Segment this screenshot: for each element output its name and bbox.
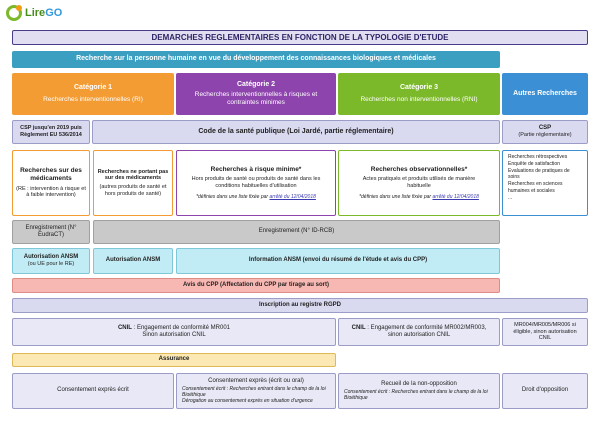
consent-express-box — [176, 373, 336, 409]
eudract-box: Enregistrement (N° EudraCT) — [12, 220, 90, 244]
category-3-name: Catégorie 3 — [399, 84, 439, 92]
scope-banner: Recherche sur la personne humaine en vue du développement des connaissances biologiques et médicales — [12, 51, 500, 68]
cnil-b-line1: CNIL : Engagement de conformité MR002/MR003, — [351, 324, 487, 331]
medicaments-box — [12, 150, 90, 216]
opposition-right-box: Droit d'opposition — [502, 373, 588, 409]
logo-text: LireGO — [25, 7, 63, 19]
cpp-box: Avis du CPP (Affectation du CPP par tirage au sort) — [12, 278, 500, 293]
idrcb-box: Enregistrement (N° ID-RCB) — [93, 220, 500, 244]
consent-written-box: Consentement exprès écrit — [12, 373, 174, 409]
minrisk-note-line — [196, 194, 316, 200]
non-opposition-note: Consentement écrit : Recherches entrant dans le champ de la loi Bioéthique — [344, 389, 488, 402]
category-2 — [176, 73, 336, 115]
category-1-desc: Recherches interventionnelles (RI) — [43, 95, 143, 103]
cnil-mr002-box — [338, 318, 500, 346]
category-1-name: Catégorie 1 — [73, 84, 113, 92]
csp-title: CSP — [538, 125, 552, 132]
liregp-logo — [6, 5, 62, 21]
category-other: Autres Recherches — [502, 73, 588, 115]
cnil-mr001-box — [12, 318, 336, 346]
other-item: Recherches rétrospectives — [508, 154, 568, 160]
ansm-auth-sub: (ou UE pour le RE) — [27, 261, 75, 268]
obs-note: *définies dans une liste fixée par — [359, 194, 432, 201]
category-2-name: Catégorie 2 — [236, 81, 276, 88]
assurance-box: Assurance — [12, 353, 336, 367]
cnil-a-line1: CNIL : Engagement de conformité MR001 — [117, 324, 231, 331]
csp-other-box — [502, 120, 588, 144]
minrisk-title: Recherches à risque minime* — [210, 165, 302, 173]
category-1 — [12, 73, 174, 115]
category-2-desc: Recherches interventionnelles à risques et contraintes minimes — [194, 91, 318, 107]
med-desc: (RE : intervention à risque et à faible intervention) — [16, 185, 86, 199]
obs-note-line — [359, 194, 479, 200]
cnil-b-line2: sinon autorisation CNIL — [387, 332, 451, 338]
csp-sub: (Partie réglementaire) — [518, 132, 572, 139]
ansm-auth-box — [12, 248, 90, 274]
ansm-info-box: Information ANSM (envoi du résumé de l'étude et avis du CPP) — [176, 248, 500, 274]
csp-2019-box: CSP jusqu'en 2019 puis Règlement EU 536/2014 — [12, 120, 90, 144]
minrisk-link[interactable]: arrêté du 12/04/2018 — [269, 194, 316, 201]
minrisk-desc: Hors produits de santé ou produits de santé dans les conditions habituelles d'utilisation — [191, 176, 321, 189]
rgpd-box: Inscription au registre RGPD — [12, 298, 588, 313]
other-item: ... — [508, 194, 513, 201]
obs-link[interactable]: arrêté du 12/04/2018 — [432, 194, 479, 201]
med-title: Recherches sur des médicaments — [20, 167, 82, 182]
cnil-mr004-box: MR004/MR005/MR006 si éligible, sinon autorisation CNIL — [502, 318, 588, 346]
category-3 — [338, 73, 500, 115]
ansm-auth-title: Autorisation ANSM — [23, 254, 79, 261]
consent-express-note1: Consentement écrit : Recherches entrant dans le champ de la loi Bioéthique — [182, 386, 326, 399]
category-3-desc: Recherches non interventionnelles (RNI) — [360, 95, 478, 103]
consent-express-note2: Dérogation au consentement exprès en situation d'urgence — [182, 398, 313, 405]
other-item: Recherches en sciences humaines et sociales — [508, 181, 563, 194]
other-research-list — [502, 150, 588, 216]
consent-express-title: Consentement exprès (écrit ou oral) — [208, 377, 304, 384]
cnil-a-line2: Sinon autorisation CNIL — [142, 332, 206, 338]
jarde-code-box: Code de la santé publique (Loi Jardé, partie réglementaire) — [92, 120, 500, 144]
nonmed-title: Recherches ne portant pas sur des médicaments — [97, 168, 169, 182]
obs-desc: Actes pratiqués et produits utilisés de manière habituelle — [362, 176, 476, 189]
non-opposition-box — [338, 373, 500, 409]
non-medicaments-box — [93, 150, 173, 216]
logo-mark-icon — [6, 5, 22, 21]
other-item: Evaluations de pratiques de soins — [508, 167, 570, 181]
ansm-auth2-box: Autorisation ANSM — [93, 248, 173, 274]
other-item: Enquête de satisfaction — [508, 160, 560, 167]
nonmed-desc: (autres produits de santé et hors produits de santé) — [99, 184, 167, 197]
minrisk-note: *définies dans une liste fixée par — [196, 194, 269, 201]
obs-title: Recherches observationnelles* — [370, 165, 468, 173]
observational-box — [338, 150, 500, 216]
non-opposition-title: Recueil de la non-opposition — [381, 380, 457, 387]
page-title: DEMARCHES REGLEMENTAIRES EN FONCTION DE LA TYPOLOGIE D'ETUDE — [12, 30, 588, 45]
min-risk-box — [176, 150, 336, 216]
